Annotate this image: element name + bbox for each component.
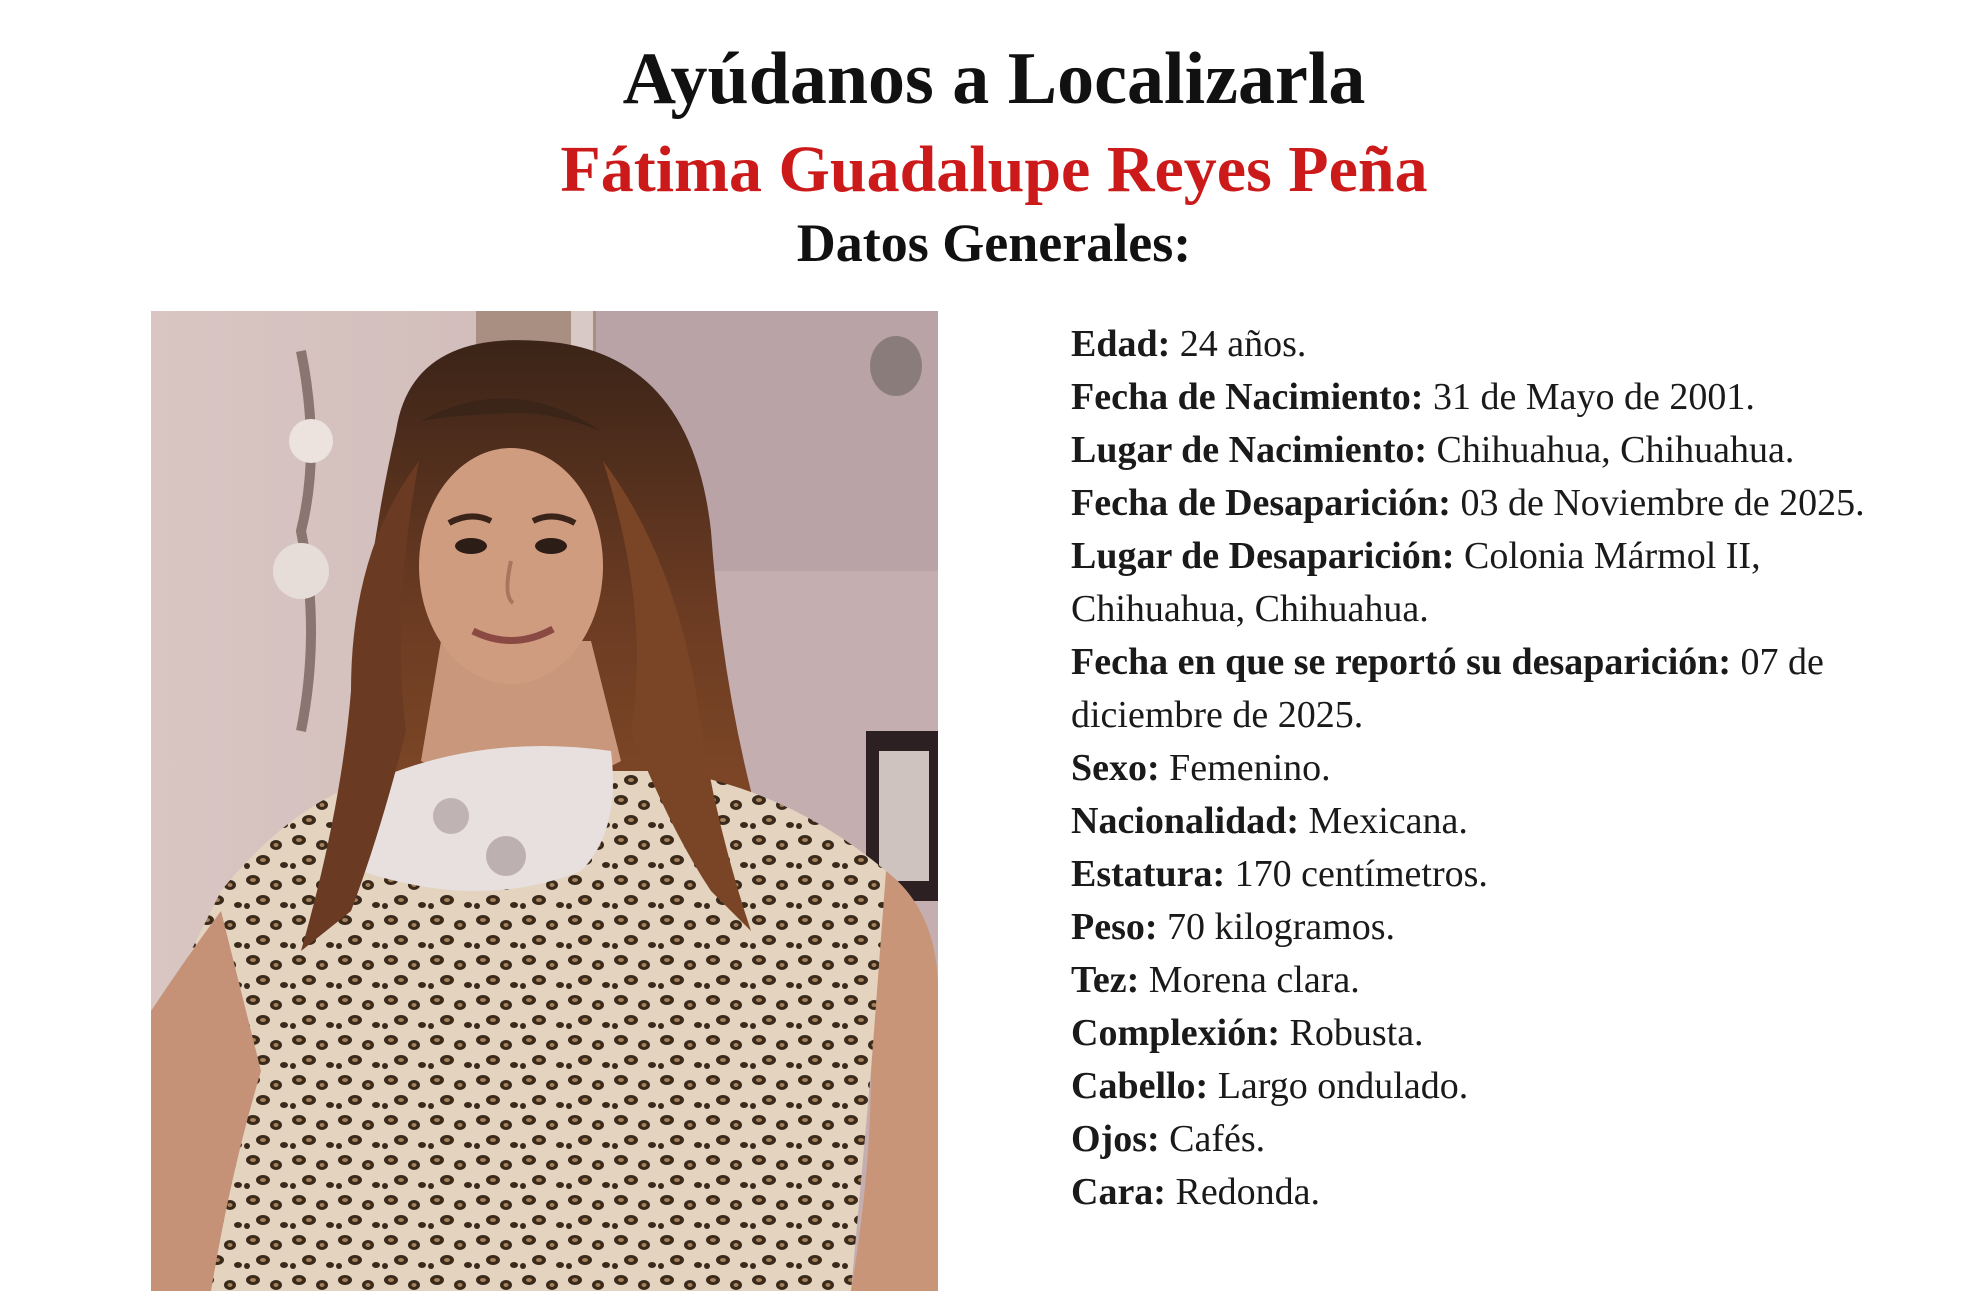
detail-fecha-reporte bbox=[1071, 636, 1881, 742]
detail-label: Fecha en que se reportó su desaparición: bbox=[1071, 641, 1732, 683]
detail-estatura bbox=[1071, 848, 1881, 901]
detail-value: Femenino. bbox=[1159, 747, 1331, 789]
detail-nacionalidad bbox=[1071, 795, 1881, 848]
poster-title: Ayúdanos a Localizarla bbox=[622, 38, 1366, 120]
detail-value: 31 de Mayo de 2001. bbox=[1423, 376, 1755, 418]
detail-lugar-desaparicion bbox=[1071, 530, 1881, 636]
detail-value: 03 de Noviembre de 2025. bbox=[1450, 482, 1865, 524]
detail-label: Peso: bbox=[1071, 906, 1158, 948]
detail-label: Nacionalidad: bbox=[1071, 800, 1300, 842]
detail-ojos bbox=[1071, 1113, 1881, 1166]
detail-cabello bbox=[1071, 1060, 1881, 1113]
detail-label: Estatura: bbox=[1071, 853, 1226, 895]
detail-label: Ojos: bbox=[1071, 1118, 1160, 1160]
detail-value: Morena clara. bbox=[1139, 959, 1360, 1001]
detail-lugar-nacimiento bbox=[1071, 424, 1881, 477]
detail-peso bbox=[1071, 901, 1881, 954]
section-title: Datos Generales: bbox=[796, 213, 1192, 273]
detail-label: Sexo: bbox=[1071, 747, 1160, 789]
detail-value: 170 centímetros. bbox=[1225, 853, 1488, 895]
detail-value: Robusta. bbox=[1280, 1012, 1424, 1054]
detail-label: Lugar de Nacimiento: bbox=[1071, 429, 1428, 471]
detail-label: Lugar de Desaparición: bbox=[1071, 535, 1455, 577]
detail-sexo bbox=[1071, 742, 1881, 795]
detail-label: Edad: bbox=[1071, 323, 1171, 365]
detail-value: 07 de diciembre de 2025. bbox=[1071, 641, 1824, 736]
detail-label: Cara: bbox=[1071, 1171, 1166, 1213]
detail-label: Cabello: bbox=[1071, 1065, 1209, 1107]
detail-value: Colonia Mármol II, Chihuahua, Chihuahua. bbox=[1071, 535, 1761, 630]
detail-label: Complexión: bbox=[1071, 1012, 1280, 1054]
detail-value: Redonda. bbox=[1165, 1171, 1321, 1213]
person-photo-illustration bbox=[151, 311, 938, 1291]
detail-value: 70 kilogramos. bbox=[1157, 906, 1396, 948]
detail-label: Tez: bbox=[1071, 959, 1140, 1001]
detail-fecha-desaparicion bbox=[1071, 477, 1881, 530]
detail-value: Mexicana. bbox=[1299, 800, 1468, 842]
missing-person-name: Fátima Guadalupe Reyes Peña bbox=[560, 133, 1428, 206]
detail-fecha-nacimiento bbox=[1071, 371, 1881, 424]
detail-label: Fecha de Desaparición: bbox=[1071, 482, 1451, 524]
person-photo bbox=[151, 311, 938, 1291]
detail-tez bbox=[1071, 954, 1881, 1007]
detail-value: 24 años. bbox=[1170, 323, 1307, 365]
detail-label: Fecha de Nacimiento: bbox=[1071, 376, 1424, 418]
detail-complexion bbox=[1071, 1007, 1881, 1060]
detail-value: Cafés. bbox=[1159, 1118, 1266, 1160]
detail-value: Chihuahua, Chihuahua. bbox=[1427, 429, 1795, 471]
detail-value: Largo ondulado. bbox=[1208, 1065, 1469, 1107]
detail-cara bbox=[1071, 1166, 1881, 1219]
detail-edad bbox=[1071, 318, 1881, 371]
general-data-list bbox=[1071, 318, 1881, 1219]
